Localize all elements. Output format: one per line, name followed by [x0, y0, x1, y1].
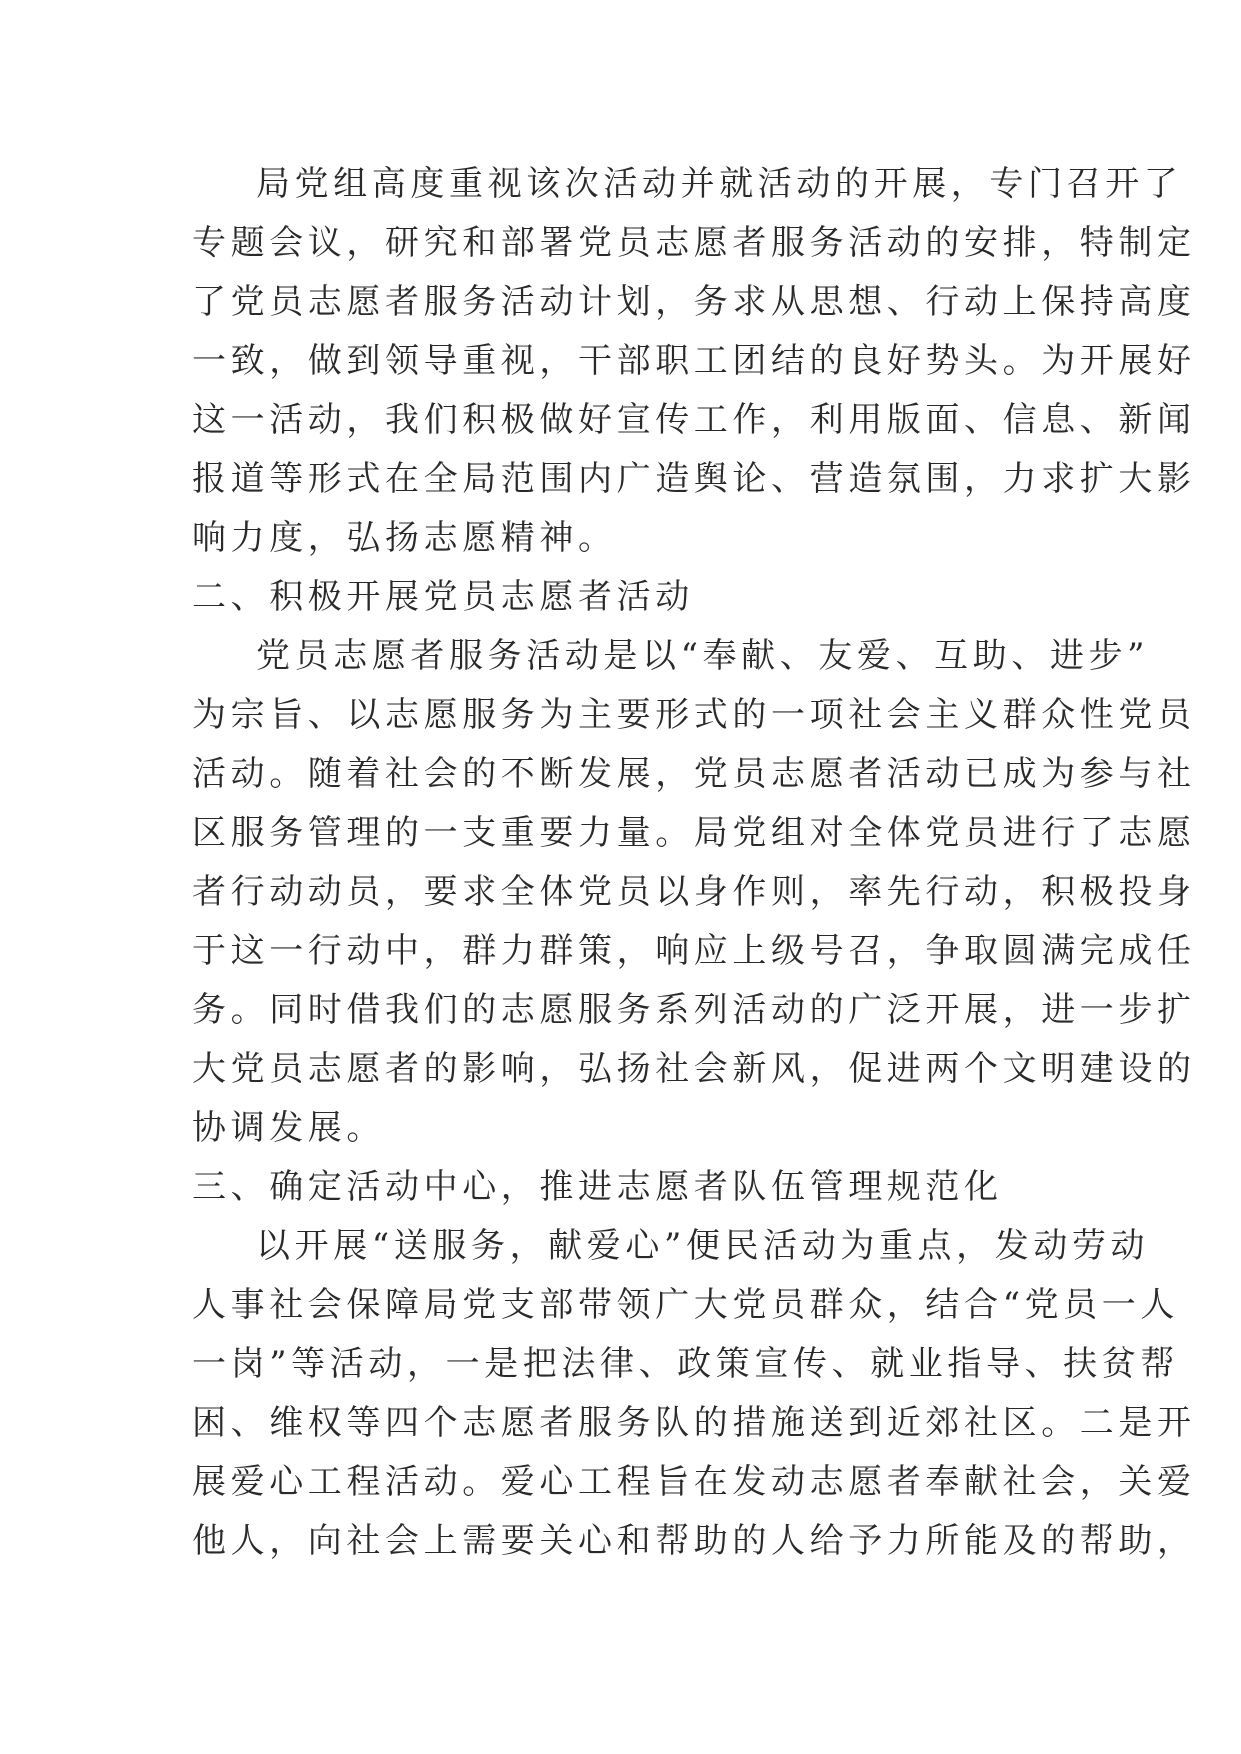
text-line: 为宗旨、以志愿服务为主要形式的一项社会主义群众性党员: [192, 695, 1196, 735]
text-line: 了党员志愿者服务活动计划，务求从思想、行动上保持高度: [192, 282, 1196, 322]
text-line: 区服务管理的一支重要力量。局党组对全体党员进行了志愿: [192, 813, 1196, 853]
section-heading-3: 三、确定活动中心，推进志愿者队伍管理规范化: [192, 1167, 1003, 1207]
text-line: 党员志愿者服务活动是以“奉献、友爱、互助、进步”: [256, 636, 1150, 676]
text-line: 专题会议，研究和部署党员志愿者服务活动的安排，特制定: [192, 223, 1196, 263]
document-body: [192, 155, 1196, 1571]
text-line: 者行动动员，要求全体党员以身作则，率先行动，积极投身: [192, 872, 1196, 912]
text-line: 一岗”等活动，一是把法律、政策宣传、就业指导、扶贫帮: [192, 1344, 1179, 1384]
text-line: 报道等形式在全局范围内广造舆论、营造氛围，力求扩大影: [192, 459, 1196, 499]
text-line: 于这一行动中，群力群策，响应上级号召，争取圆满完成任: [192, 931, 1196, 971]
text-line: 以开展“送服务，献爱心”便民活动为重点，发动劳动: [256, 1226, 1150, 1266]
text-line: 他人，向社会上需要关心和帮助的人给予力所能及的帮助，: [192, 1521, 1196, 1561]
text-line: 一致，做到领导重视，干部职工团结的良好势头。为开展好: [192, 341, 1196, 381]
text-line: 大党员志愿者的影响，弘扬社会新风，促进两个文明建设的: [192, 1049, 1196, 1089]
paragraph-2: [192, 627, 1196, 1158]
text-line: 活动。随着社会的不断发展，党员志愿者活动已成为参与社: [192, 754, 1196, 794]
text-line: 协调发展。: [192, 1108, 385, 1148]
text-line: 务。同时借我们的志愿服务系列活动的广泛开展，进一步扩: [192, 990, 1196, 1030]
section-heading-2: 二、积极开展党员志愿者活动: [192, 577, 694, 617]
text-line: 人事社会保障局党支部带领广大党员群众，结合“党员一人: [192, 1285, 1179, 1325]
text-line: 响力度，弘扬志愿精神。: [192, 518, 617, 558]
text-line: 困、维权等四个志愿者服务队的措施送到近郊社区。二是开: [192, 1403, 1196, 1443]
text-line: 局党组高度重视该次活动并就活动的开展，专门召开了: [256, 164, 1183, 204]
text-line: 展爱心工程活动。爱心工程旨在发动志愿者奉献社会，关爱: [192, 1462, 1196, 1502]
paragraph-3: [192, 1217, 1196, 1571]
paragraph-1: [192, 155, 1196, 568]
text-line: 这一活动，我们积极做好宣传工作，利用版面、信息、新闻: [192, 400, 1196, 440]
